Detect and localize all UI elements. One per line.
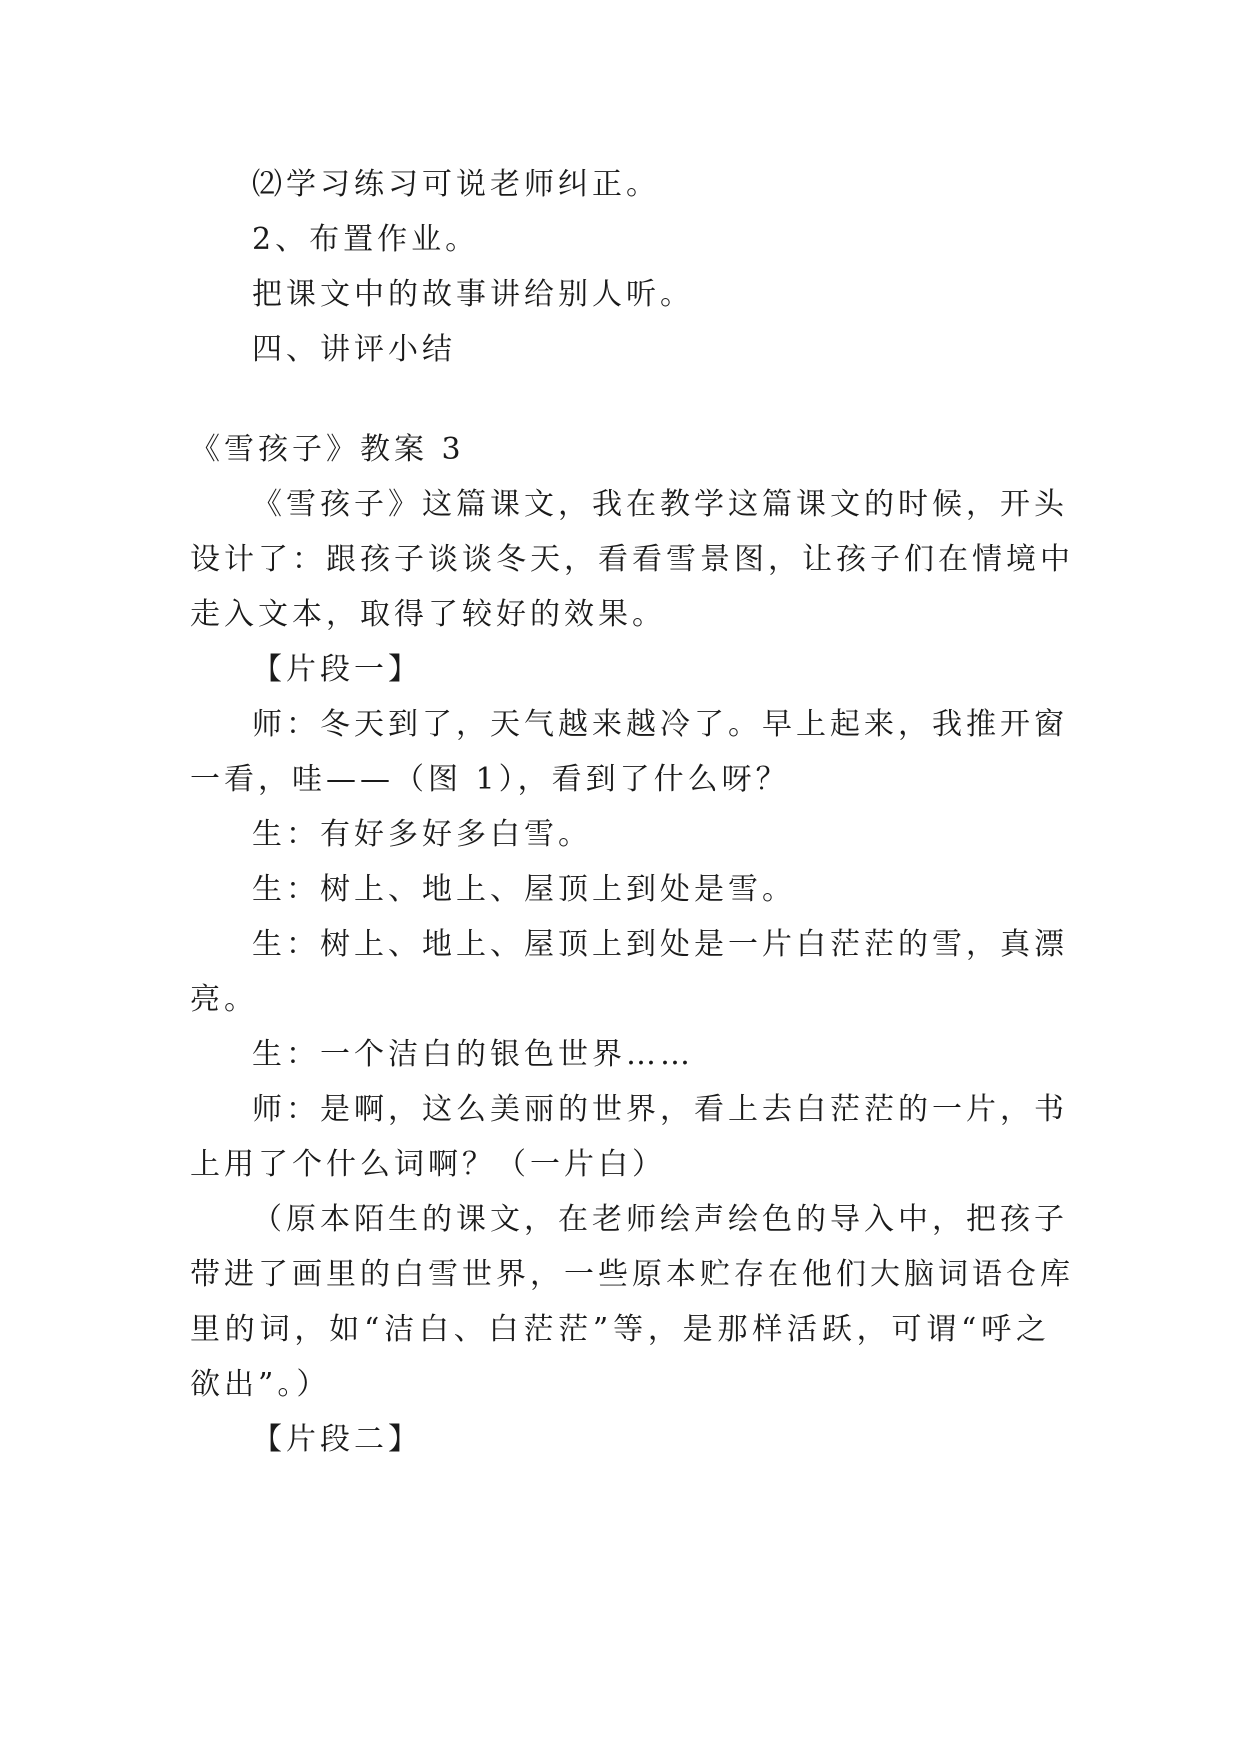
paragraph-line: 一看，哇——（图 1），看到了什么呀？ [190, 762, 790, 797]
paragraph-line: 走入文本，取得了较好的效果。 [190, 597, 666, 632]
paragraph-line: 上用了个什么词啊？（一片白） [190, 1147, 666, 1182]
paragraph-line: 生：树上、地上、屋顶上到处是雪。 [252, 872, 796, 907]
paragraph-line: 生：树上、地上、屋顶上到处是一片白茫茫的雪，真漂 [252, 927, 1068, 962]
paragraph-line: 《雪孩子》这篇课文，我在教学这篇课文的时候，开头 [252, 487, 1068, 522]
article-title: 《雪孩子》教案 3 [190, 432, 465, 467]
paragraph-line: （原本陌生的课文，在老师绘声绘色的导入中，把孩子 [252, 1202, 1068, 1237]
paragraph-line: 把课文中的故事讲给别人听。 [252, 277, 694, 312]
paragraph-line: 生：有好多好多白雪。 [252, 817, 592, 852]
paragraph-line: 生：一个洁白的银色世界…… [252, 1037, 694, 1072]
paragraph-line: 设计了：跟孩子谈谈冬天，看看雪景图，让孩子们在情境中 [190, 542, 1074, 577]
paragraph-line: ⑵学习练习可说老师纠正。 [252, 167, 660, 202]
paragraph-line: 师：是啊，这么美丽的世界，看上去白茫茫的一片，书 [252, 1092, 1068, 1127]
section-heading: 四、讲评小结 [252, 332, 456, 367]
paragraph-line: 欲出”。） [190, 1367, 331, 1402]
segment-heading: 【片段二】 [252, 1422, 422, 1457]
segment-heading: 【片段一】 [252, 652, 422, 687]
paragraph-line: 带进了画里的白雪世界，一些原本贮存在他们大脑词语仓库 [190, 1257, 1074, 1292]
paragraph-line: 里的词，如“洁白、白茫茫”等，是那样活跃，可谓“呼之 [190, 1312, 1050, 1347]
paragraph-line: 师：冬天到了，天气越来越冷了。早上起来，我推开窗 [252, 707, 1068, 742]
paragraph-line: 2、布置作业。 [252, 222, 480, 257]
paragraph-line: 亮。 [190, 982, 258, 1017]
